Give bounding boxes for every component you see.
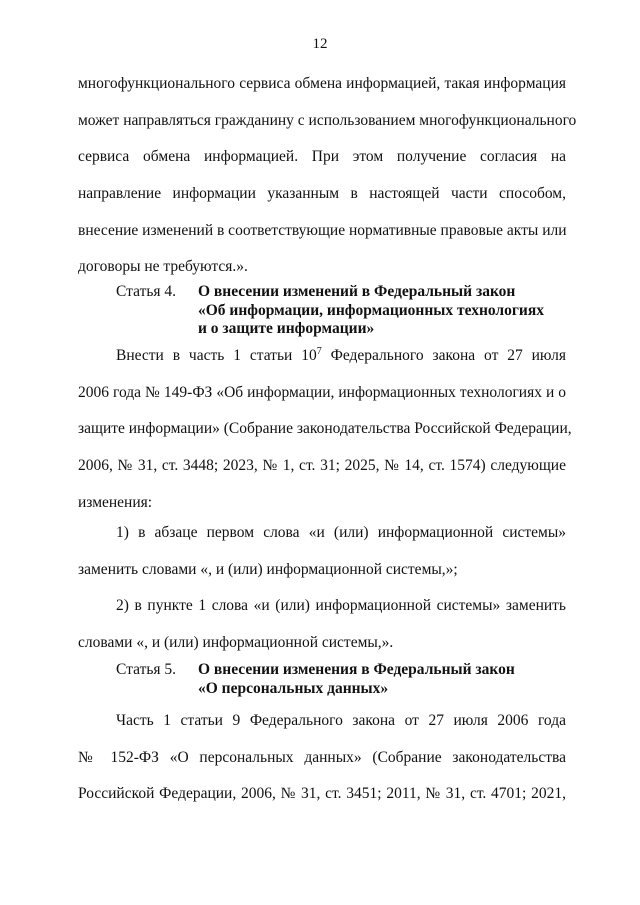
- text-line: 2006, № 31, ст. 3448; 2023, № 1, ст. 31; 2025, № 14, ст. 1574) следующие: [78, 457, 566, 475]
- text-line: 1) в абзаце первом слова «и (или) информационной системы»: [116, 524, 566, 541]
- superscript: 7: [316, 345, 322, 357]
- list-item-1: [78, 515, 566, 588]
- text-line: заменить словами «, и (или) информационной системы,»;: [78, 560, 458, 578]
- paragraph-continuation: [78, 66, 577, 286]
- text-line: Часть 1 статьи 9 Федерального закона от 27 июля 2006 года: [116, 712, 566, 729]
- text-line: договоры не требуются.».: [78, 258, 248, 276]
- page-number: 12: [312, 36, 328, 52]
- text-line: защите информации» (Собрание законодательства Российской Федерации,: [78, 420, 572, 438]
- article-title-line: О внесении изменения в Федеральный закон: [198, 661, 515, 678]
- text-line: может направляться гражданину с использованием многофункционального: [78, 111, 577, 129]
- article-label: Статья 5.: [116, 661, 177, 678]
- text-line: сервиса обмена информацией. При этом получение согласия на: [78, 148, 566, 166]
- article-title-line: и о защите информации»: [198, 320, 375, 337]
- article-title-line: «О персональных данных»: [198, 679, 389, 697]
- paragraph-amendment: [78, 338, 572, 521]
- article-4-heading: [116, 283, 544, 339]
- text-line: изменения:: [78, 493, 153, 511]
- article-label: Статья 4.: [116, 283, 177, 300]
- list-item-2: [78, 588, 566, 661]
- article-5-heading: [116, 661, 515, 698]
- text-fragment: Федерального закона от 27 июля: [321, 347, 566, 364]
- text-line: внесение изменений в соответствующие нормативные правовые акты или: [78, 221, 567, 239]
- paragraph-article-5: [78, 703, 566, 813]
- text-line: 2006 года № 149-ФЗ «Об информации, информационных технологиях и о: [78, 383, 566, 401]
- article-title-line: «Об информации, информационных технологиях: [198, 301, 544, 319]
- text-line: № 152-ФЗ «О персональных данных» (Собрание законодательства: [78, 748, 566, 766]
- text-line: направление информации указанным в настоящей части способом,: [78, 185, 566, 203]
- text-line: многофункционального сервиса обмена информацией, такая информация: [78, 75, 566, 92]
- text-line: словами «, и (или) информационной системы,».: [78, 633, 394, 651]
- article-title-line: О внесении изменений в Федеральный закон: [198, 283, 516, 300]
- text-line: Российской Федерации, 2006, № 31, ст. 3451; 2011, № 31, ст. 4701; 2021,: [78, 785, 566, 803]
- text-line: [78, 338, 566, 375]
- text-line: 2) в пункте 1 слова «и (или) информационной системы» заменить: [116, 597, 566, 614]
- text-fragment: Внести в часть 1 статьи 10: [116, 347, 317, 364]
